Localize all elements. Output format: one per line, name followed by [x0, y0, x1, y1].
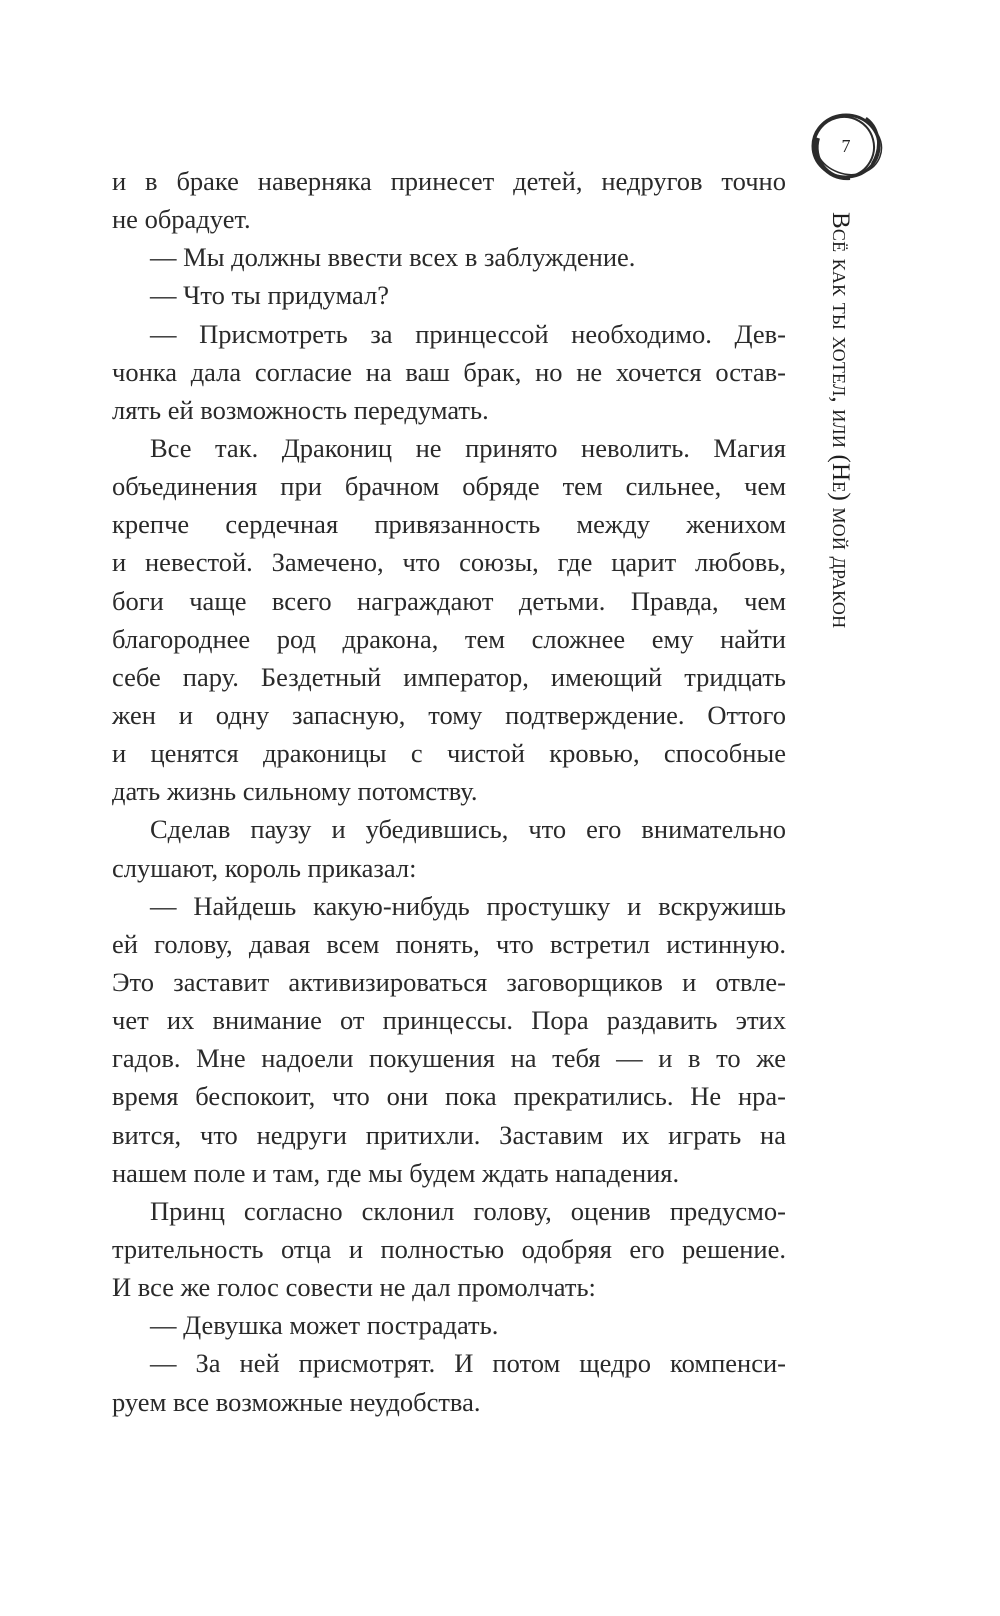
text-line: слушают, король приказал:: [112, 852, 417, 883]
text-line: Все так. Дракониц не принято неволить. Магия: [150, 432, 786, 463]
text-line: трительность отца и полностью одобряя его решение.: [112, 1233, 786, 1264]
text-line: чонка дала согласие на ваш брак, но не хочется остав-: [112, 356, 786, 387]
text-line: чет их внимание от принцессы. Пора раздавить этих: [112, 1005, 786, 1036]
text-line: дать жизнь сильному потомству.: [112, 776, 478, 807]
text-line: и невестой. Замечено, что союзы, где царит любовь,: [112, 547, 786, 578]
body-text: [112, 162, 786, 1421]
text-line: — Найдешь какую-нибудь простушку и вскружишь: [150, 890, 786, 921]
text-line: себе пару. Бездетный император, имеющий тридцать: [112, 661, 786, 692]
text-line: время беспокоит, что они пока прекратились. Не нра-: [112, 1081, 786, 1112]
text-line: И все же голос совести не дал промолчать:: [112, 1272, 596, 1303]
text-line: не обрадует.: [112, 204, 251, 235]
text-line: — Присмотреть за принцессой необходимо. Дев-: [150, 318, 786, 349]
running-head: Всё как ты хотел, или (Не) мой дракон: [827, 212, 854, 629]
text-line: — Мы должны ввести всех в заблуждение.: [150, 242, 636, 273]
text-line: Принц согласно склонил голову, оценив предусмо-: [150, 1195, 786, 1226]
text-line: Сделав паузу и убедившись, что его внимательно: [150, 814, 786, 845]
text-line: и в браке наверняка принесет детей, недругов точно: [112, 166, 786, 196]
text-line: лять ей возможность передумать.: [112, 394, 489, 425]
page-number: 7: [841, 136, 851, 156]
text-line: вится, что недруги притихли. Заставим их играть на: [112, 1119, 786, 1150]
text-line: и ценятся драконицы с чистой кровью, способные: [112, 738, 786, 769]
text-line: благороднее род дракона, тем сложнее ему найти: [112, 623, 786, 654]
text-line: объединения при брачном обряде тем сильнее, чем: [112, 471, 786, 502]
text-line: нашем поле и там, где мы будем ждать нападения.: [112, 1157, 680, 1188]
page-number-ornament: [806, 108, 886, 184]
text-line: жен и одну запасную, тому подтверждение. Оттого: [112, 699, 786, 730]
text-line: боги чаще всего награждают детьми. Правда, чем: [112, 585, 786, 616]
text-line: — За ней присмотрят. И потом щедро компенси-: [150, 1348, 786, 1379]
text-line: гадов. Мне надоели покушения на тебя — и в то же: [112, 1043, 786, 1074]
text-line: руем все возможные неудобства.: [112, 1386, 481, 1417]
text-line: Это заставит активизироваться заговорщиков и отвле-: [112, 966, 786, 997]
text-line: — Что ты придумал?: [150, 280, 390, 311]
text-line: ей голову, давая всем понять, что встретил истинную.: [112, 928, 786, 959]
text-line: крепче сердечная привязанность между женихом: [112, 509, 786, 540]
text-line: — Девушка может пострадать.: [150, 1310, 499, 1341]
